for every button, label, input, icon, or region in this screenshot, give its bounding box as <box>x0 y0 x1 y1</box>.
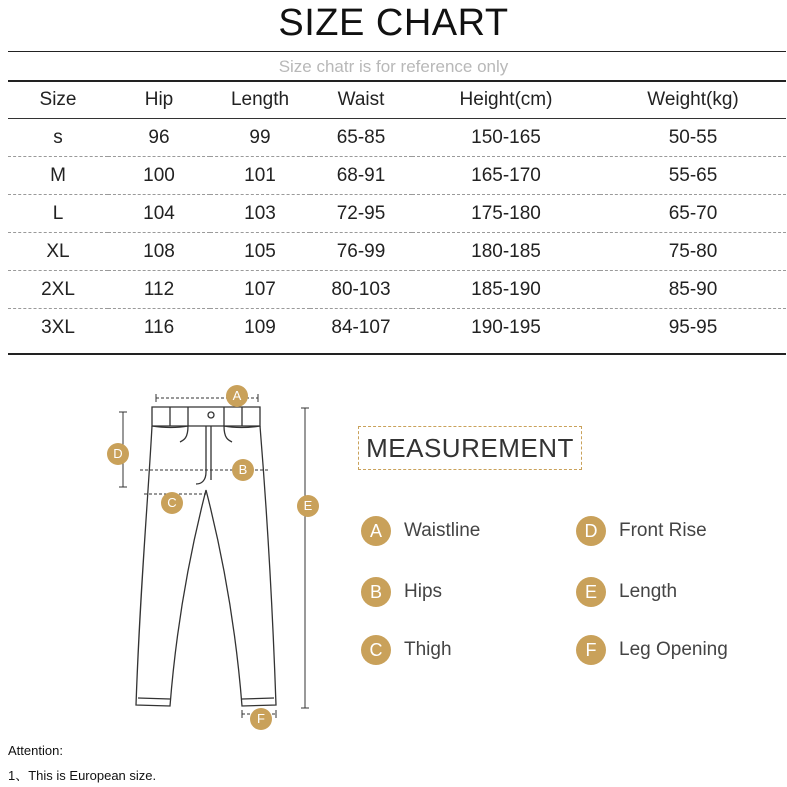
cell-waist: 80-103 <box>310 271 412 309</box>
measurement-heading: MEASUREMENT <box>358 426 582 470</box>
attention-heading: Attention: <box>8 743 63 758</box>
letter-e-icon: E <box>576 577 606 607</box>
cell-weight: 55-65 <box>600 157 786 195</box>
cell-waist: 84-107 <box>331 316 391 338</box>
cell-height: 185-190 <box>412 271 600 309</box>
column-header-size: Size <box>8 82 108 119</box>
cell-height: 165-170 <box>412 157 600 195</box>
cell-size: 2XL <box>8 271 108 309</box>
table-row <box>8 271 786 309</box>
cell-waist: 65-85 <box>310 119 412 157</box>
table-row <box>8 309 786 347</box>
cell-length: 109 <box>244 316 276 338</box>
cell-hip: 108 <box>108 233 210 271</box>
table-row <box>8 119 786 157</box>
table-row <box>8 157 786 195</box>
table-bottom-divider <box>8 353 786 355</box>
cell-hip: 104 <box>108 195 210 233</box>
column-header-waist: Waist <box>310 82 412 119</box>
marker-c-icon: C <box>161 492 183 514</box>
legend-item-waistline <box>361 515 480 547</box>
marker-b-icon: B <box>232 459 254 481</box>
cell-hip: 100 <box>108 157 210 195</box>
cell-height: 150-165 <box>412 119 600 157</box>
table-row <box>8 195 786 233</box>
page-title: SIZE CHART <box>278 2 509 44</box>
cell-length: 107 <box>210 271 310 309</box>
cell-size: s <box>8 119 108 157</box>
marker-d-icon: D <box>107 443 129 465</box>
legend-label: Waistline <box>404 520 481 541</box>
cell-length: 105 <box>210 233 310 271</box>
letter-a-icon: A <box>361 516 391 546</box>
legend-label: Front Rise <box>619 520 707 541</box>
cell-length: 101 <box>210 157 310 195</box>
cell-waist: 72-95 <box>310 195 412 233</box>
column-header-length: Length <box>210 82 310 119</box>
marker-e-icon: E <box>297 495 319 517</box>
legend-label: Length <box>619 581 678 602</box>
legend-label: Thigh <box>404 639 452 660</box>
cell-size: XL <box>8 233 108 271</box>
legend-label: Leg Opening <box>619 639 728 660</box>
letter-f-icon: F <box>576 635 606 665</box>
cell-weight: 65-70 <box>600 195 786 233</box>
pants-diagram <box>100 380 330 730</box>
legend-item-length <box>576 576 677 608</box>
column-header-height: Height(cm) <box>412 82 600 119</box>
cell-weight: 85-90 <box>600 271 786 309</box>
attention-note: 1、This is European size. <box>8 768 157 783</box>
cell-weight: 75-80 <box>600 233 786 271</box>
cell-waist: 76-99 <box>310 233 412 271</box>
cell-waist: 68-91 <box>310 157 412 195</box>
title-divider <box>8 51 786 52</box>
cell-height: 180-185 <box>412 233 600 271</box>
pants-outline-icon <box>100 380 330 730</box>
column-header-hip: Hip <box>108 82 210 119</box>
cell-weight: 50-55 <box>600 119 786 157</box>
cell-size: M <box>8 157 108 195</box>
legend-item-hips <box>361 576 442 608</box>
cell-hip: 116 <box>143 316 175 338</box>
cell-weight: 95-95 <box>668 316 718 338</box>
letter-d-icon: D <box>576 516 606 546</box>
table-row <box>8 233 786 271</box>
marker-f-icon: F <box>250 708 272 730</box>
legend-item-leg-opening <box>576 634 728 666</box>
subtitle: Size chatr is for reference only <box>278 57 509 76</box>
cell-height: 175-180 <box>412 195 600 233</box>
size-table <box>8 82 786 346</box>
table-header-row <box>8 82 786 119</box>
legend-label: Hips <box>404 581 443 602</box>
letter-c-icon: C <box>361 635 391 665</box>
legend-item-front-rise <box>576 515 707 547</box>
marker-a-icon: A <box>226 385 248 407</box>
column-header-weight: Weight(kg) <box>600 82 786 119</box>
cell-size: 3XL <box>41 316 75 338</box>
cell-length: 99 <box>210 119 310 157</box>
cell-size: L <box>8 195 108 233</box>
cell-hip: 96 <box>108 119 210 157</box>
legend-item-thigh <box>361 634 452 666</box>
letter-b-icon: B <box>361 577 391 607</box>
cell-length: 103 <box>210 195 310 233</box>
cell-hip: 112 <box>108 271 210 309</box>
cell-height: 190-195 <box>471 316 541 338</box>
